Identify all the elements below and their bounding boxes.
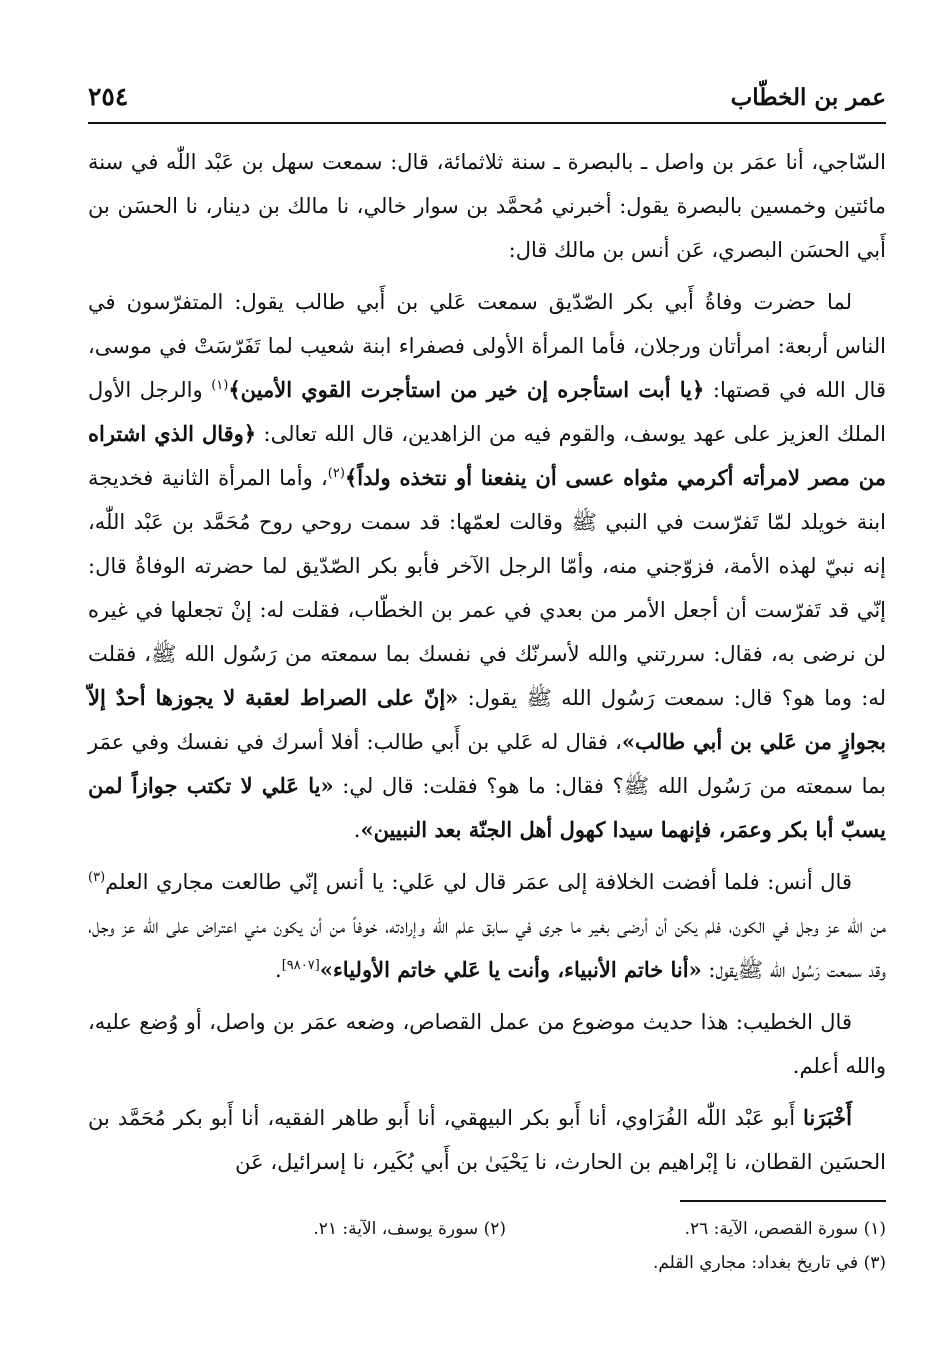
page-number: ٢٥٤	[88, 82, 129, 111]
hadith-quote: «أنا خاتم الأنبياء، وأنت يا عَلي خاتم الأولياء»	[319, 957, 702, 982]
paragraph-narration	[88, 280, 886, 852]
footnote-marker: (١)	[211, 378, 229, 393]
paragraph-text: ، وأما المرأة الثانية فخديجة ابنة خويلد لمّا تَفرّست في النبي ﷺ وقالت لعمّها: قد سمت روحي روح مُحَمَّد بن عَبْد اللّٰه، إنه نبيّ لهذه الأمة، فزوّجني منه، وأمّا الرجل الآخر فأبو بكر الصّدّيق لما حضرته الوفاةُ قال: إنّي قد تَفرّست أن أجعل الأمر من بعدي في عمر بن الخطّاب، فقلت له: إنْ تجعلها في غيره لن نرضى به، فقال: سررتني والله لأسرنّك في نفسك بما سمعته من رَسُول الله ﷺ، فقلت له: وما هو؟ قال: سمعت رَسُول الله ﷺ يقول:	[88, 466, 886, 710]
paragraph-anas	[88, 860, 886, 992]
footnote-row	[88, 1246, 886, 1280]
quran-quote: ﴿وقال الذي اشتراه من مصر لامرأته أكرمي مثواه عسى أن ينفعنا أو نتخذه ولداً﴾	[88, 421, 886, 490]
main-text	[88, 140, 886, 1192]
footnote-rule	[680, 1200, 886, 1202]
footnote-row	[88, 1212, 886, 1246]
footnote-marker: (٢)	[327, 466, 345, 481]
paragraph-khatib	[88, 1000, 886, 1088]
paragraph-isnad-2	[88, 1096, 886, 1184]
paragraph-text: السّاجي، أنا عمَر بن واصل ـ بالبصرة ـ سنة ثلاثمائة، قال: سمعت سهل بن عَبْد اللّٰه في سنة مائتين وخمسين بالبصرة يقول: أخبرني مُحمَّد بن سوار خالي، نا مالك بن دينار، نا الحسَن بن أَبي الحسَن البصري، عَن أنس بن مالك قال:	[88, 150, 886, 262]
running-header	[88, 78, 886, 118]
footnote-marker: (٣)	[88, 870, 106, 885]
header-title: عمر بن الخطّاب	[730, 84, 886, 111]
paragraph-text: والرجل الأول الملك العزيز على عهد يوسف، والقوم فيه من الزاهدين، قال الله تعالى:	[88, 378, 886, 446]
paragraph-text: من الله عز وجل في الكون، فلم يكن أن أرضى بغير ما جرى في سابق علم الله وإرادته، خوفاً من أن يكون مني اعتراض على الله عز وجل، وقد سمعت رَسُول الله ﷺيقول:	[88, 914, 886, 982]
header-rule	[88, 122, 886, 124]
hadith-quote: «يا عَلي لا تكتب جوازاً لمن يسبّ أبا بكر وعمَر، فإنهما سيدا كهول أهل الجنّة بعد النبيين»	[88, 773, 886, 842]
paragraph-text: ، فقال له عَلي بن أَبي طالب: أفلا أسرك في نفسك وفي عمَر بما سمعته من رَسُول الله ﷺ؟ فقال: ما هو؟ فقلت: قال لي:	[88, 730, 887, 798]
footnote-3: (٣) في تاريخ بغداد: مجاري القلم.	[652, 1253, 886, 1273]
footnotes	[88, 1212, 886, 1280]
paragraph-text: قال أنس: فلما أفضت الخلافة إلى عمَر قال لي عَلي: يا أنس إنّي طالعت مجاري العلم	[105, 870, 852, 894]
paragraph-text: أَبو عَبْد اللّٰه الفُرَاوي، أنا أَبو بكر البيهقي، أنا أَبو طاهر الفقيه، أنا أَبو بكر مُحَمَّد بن الحسَين القطان، نا إبْراهيم بن الحارث، نا يَحْيَىٰ بن أَبي بُكَير، نا إسرائيل، عَن	[88, 1106, 886, 1174]
paragraph-text: .	[275, 958, 282, 982]
paragraph-text: لما حضرت وفاةُ أَبي بكر الصّدّيق سمعت عَلي بن أَبي طالب يقول: المتفرّسون في الناس أربعة: امرأتان ورجلان، فأما المرأة الأولى فصفراء ابنة شعيب لما تَفَرّسَتْ في موسى، قال الله في قصتها:	[88, 290, 886, 402]
paragraph-text: قال الخطيب: هذا حديث موضوع من عمل القصاص، وضعه عمَر بن واصل، أو وُضع عليه، والله أعلم.	[88, 1010, 886, 1078]
footnote-2: (٢) سورة يوسف، الآية: ٢١.	[313, 1219, 506, 1239]
quran-quote: ﴿يا أبت استأجره إن خير من استأجرت القوي الأمين﴾	[228, 377, 705, 402]
footnote-1: (١) سورة القصص، الآية: ٢٦.	[684, 1219, 886, 1239]
paragraph-isnad	[88, 140, 886, 272]
hadith-quote: «إنّ على الصراط لعقبة لا يجوزها أحدٌ إلاّ بجوازٍ من عَلي بن أبي طالب»	[88, 685, 886, 754]
akhbarana-word: أَخْبَرَنا	[803, 1105, 852, 1130]
paragraph-text: .	[353, 818, 361, 842]
hadith-number: [٩٨٠٧]	[281, 958, 320, 973]
